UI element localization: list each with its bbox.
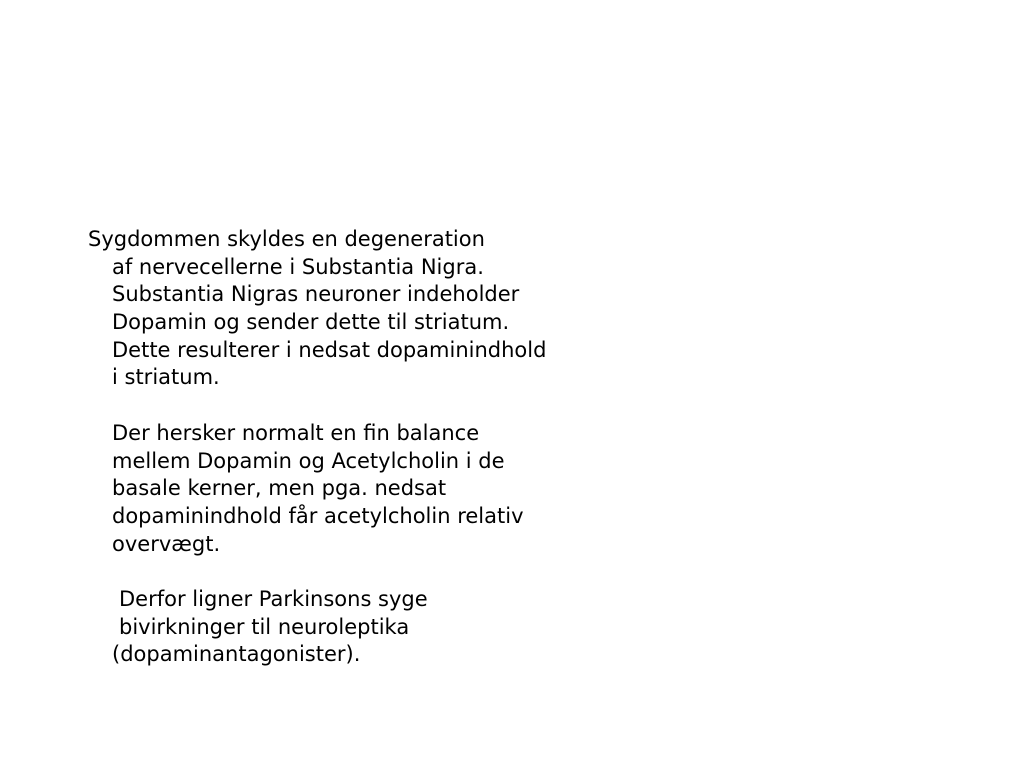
paragraph2-line5: overvægt. [112,531,221,556]
paragraph1-line4: Dopamin og sender dette til striatum. [112,310,510,335]
paragraph2-line4: dopaminindhold får acetylcholin relativ [112,503,524,528]
paragraph-spacer [88,392,788,420]
paragraph2-line1: Der hersker normalt en fin balance [112,420,480,445]
paragraph3-line3: (dopaminantagonister). [112,642,361,667]
paragraph1-line5: Dette resulterer i nedsat dopaminindhold [112,337,547,362]
paragraph-spacer [88,558,788,586]
paragraph2-line3: basale kerner, men pga. nedsat [112,476,447,501]
paragraph1-line3: Substantia Nigras neuroner indeholder [112,282,520,307]
slide-body-text [88,226,788,669]
paragraph3-line2: bivirkninger til neuroleptika [119,614,410,639]
paragraph1-line6: i striatum. [112,365,220,390]
paragraph2-line2: mellem Dopamin og Acetylcholin i de [112,448,505,473]
paragraph1-line2: af nervecellerne i Substantia Nigra. [112,254,484,279]
paragraph3-line1: Derfor ligner Parkinsons syge [119,586,428,611]
paragraph1-line1: Sygdommen skyldes en degeneration [88,227,485,251]
